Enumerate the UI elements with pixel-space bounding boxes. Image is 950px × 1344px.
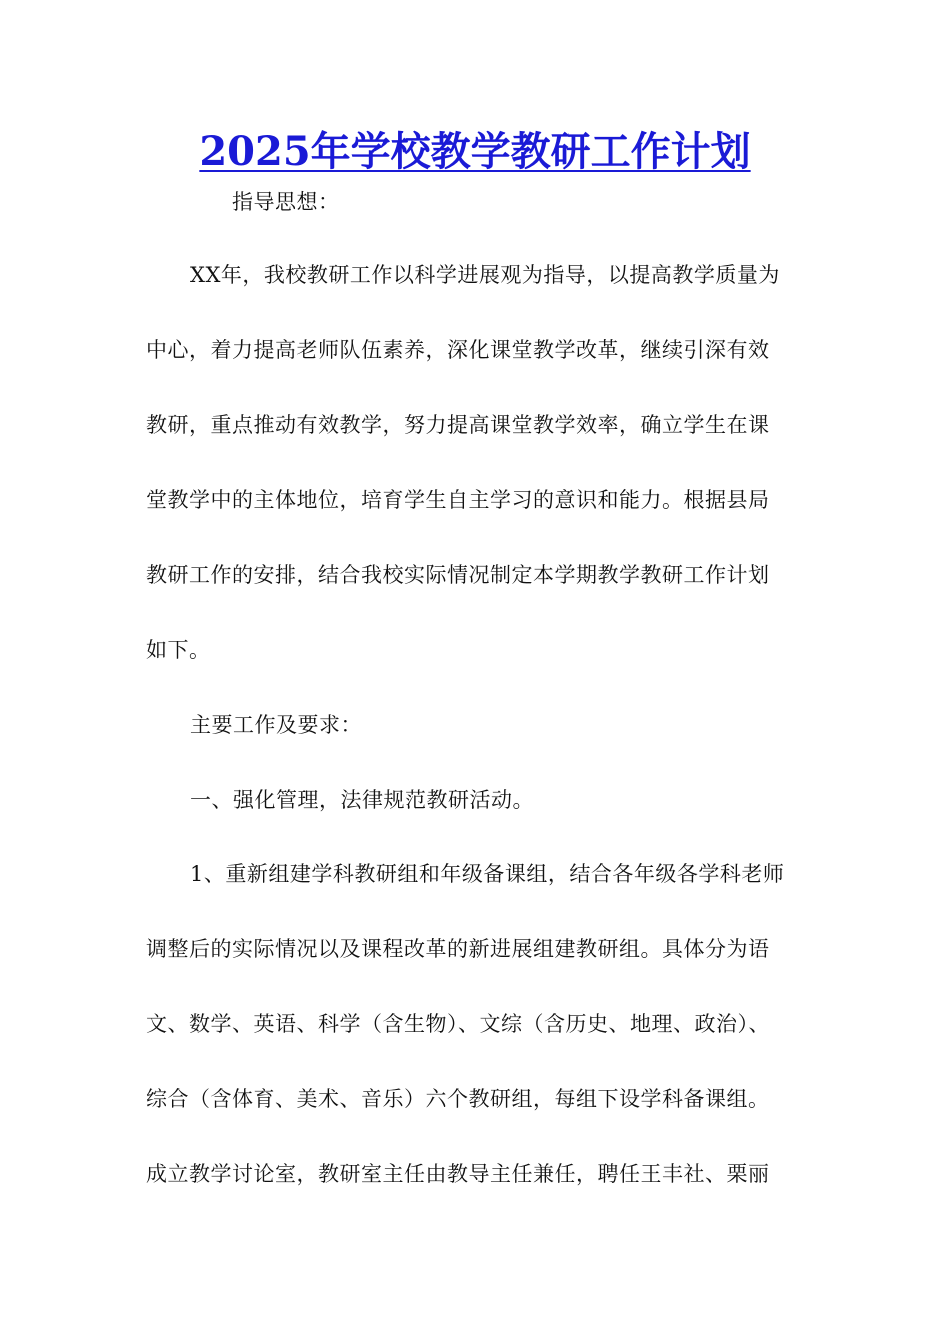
paragraph-line: 文、数学、英语、科学（含生物）、文综（含历史、地理、政治）、	[146, 1012, 770, 1036]
paragraph-line: 综合（含体育、美术、音乐）六个教研组，每组下设学科备课组。	[146, 1087, 770, 1111]
subsection-heading: 一、强化管理，法律规范教研活动。	[190, 788, 534, 812]
paragraph-line: 教研，重点推动有效教学，努力提高课堂教学效率，确立学生在课	[146, 413, 770, 437]
paragraph-line: 中心，着力提高老师队伍素养，深化课堂教学改革，继续引深有效	[146, 338, 770, 362]
paragraph-line: 1、重新组建学科教研组和年级备课组，结合各年级各学科老师	[190, 862, 785, 886]
section-heading-main-work: 主要工作及要求：	[190, 713, 362, 737]
paragraph-line: 堂教学中的主体地位，培育学生自主学习的意识和能力。根据县局	[146, 488, 770, 512]
section-heading-guiding-thought: 指导思想：	[232, 190, 340, 214]
paragraph-line: 成立教学讨论室，教研室主任由教导主任兼任，聘任王丰社、栗丽	[146, 1162, 770, 1186]
paragraph-line: 调整后的实际情况以及课程改革的新进展组建教研组。具体分为语	[146, 937, 770, 961]
paragraph-line: XX年，我校教研工作以科学进展观为指导，以提高教学质量为	[190, 263, 780, 287]
paragraph-line: 如下。	[146, 638, 211, 662]
paragraph-line: 教研工作的安排，结合我校实际情况制定本学期教学教研工作计划	[146, 563, 770, 587]
document-title[interactable]: 2025年学校教学教研工作计划	[199, 128, 751, 175]
